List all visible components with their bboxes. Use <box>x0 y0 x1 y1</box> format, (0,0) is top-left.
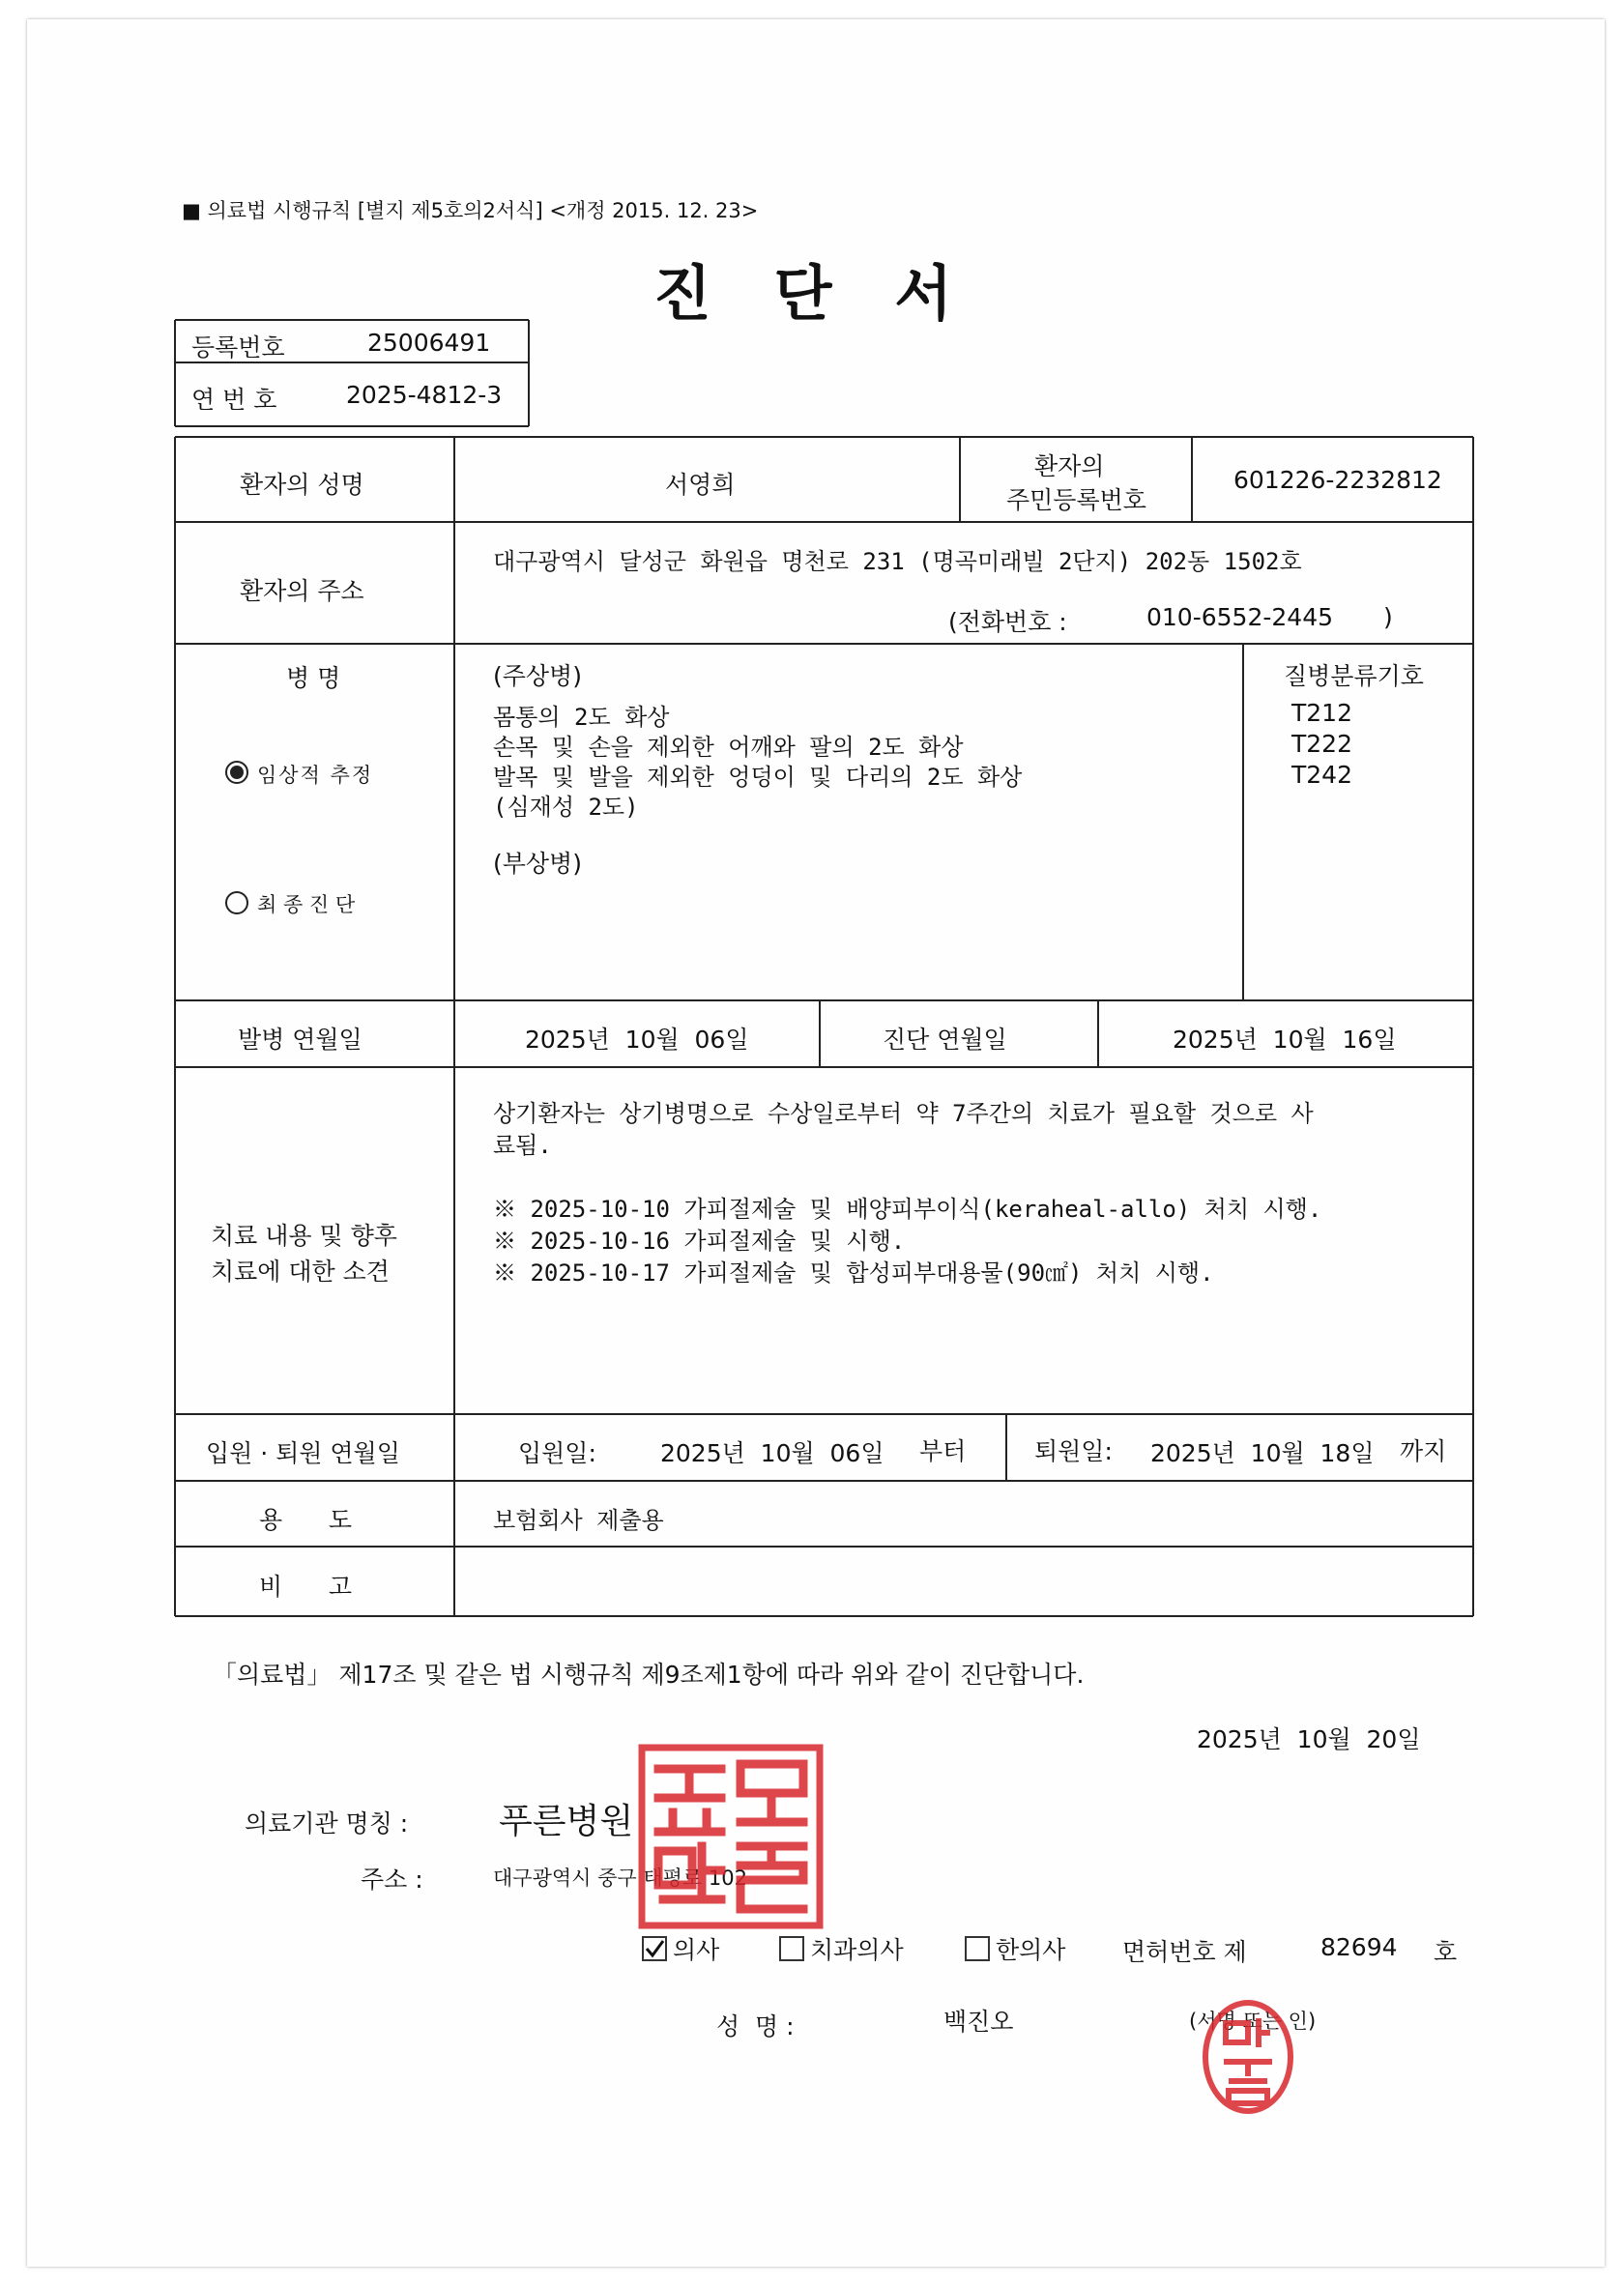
main-disease-line-2: 손목 및 손을 제외한 어깨와 팔의 2도 화상 <box>493 734 964 761</box>
license-number: 82694 <box>1320 1933 1398 1961</box>
hospital-seal <box>634 1740 827 1937</box>
discharge-until: 까지 <box>1400 1437 1447 1465</box>
main-disease-label: (주상병) <box>493 662 582 690</box>
discharge-label: 퇴원일: <box>1034 1437 1113 1465</box>
purpose-label: 용 도 <box>259 1506 352 1534</box>
diagnosis-label: 병 명 <box>286 664 341 692</box>
license-label: 면허번호 제 <box>1122 1938 1247 1966</box>
admission-label: 입원 · 퇴원 연월일 <box>206 1439 400 1467</box>
admission-from: 부터 <box>919 1437 967 1465</box>
disease-code-header: 질병분류기호 <box>1284 662 1424 690</box>
treatment-item-1: ※ 2025-10-10 가피절제술 및 배양피부이식(keraheal-allo) 처치 시행. <box>493 1196 1322 1223</box>
doctor-name-label: 성 명 : <box>716 2012 795 2040</box>
patient-phone-value: 010-6552-2445 <box>1146 603 1334 631</box>
admission-in-date: 2025년 10월 06일 <box>660 1439 884 1467</box>
license-suffix: 호 <box>1434 1938 1458 1966</box>
admission-in-label: 입원일: <box>518 1439 596 1467</box>
treatment-label-line1: 치료 내용 및 향후 <box>211 1222 397 1250</box>
diagnosis-date-value: 2025년 10월 16일 <box>1173 1026 1397 1054</box>
disease-code-2: T222 <box>1291 730 1352 758</box>
treatment-label-line2: 치료에 대한 소견 <box>211 1258 390 1286</box>
diagnosis-date-label: 진단 연월일 <box>883 1026 1007 1054</box>
treatment-item-3: ※ 2025-10-17 가피절제술 및 합성피부대용물(90㎠) 처치 시행. <box>493 1259 1214 1287</box>
main-disease-line-1: 몸통의 2도 화상 <box>493 704 670 731</box>
final-diagnosis-label: 최 종 진 단 <box>257 893 356 916</box>
onset-date-label: 발병 연월일 <box>238 1026 362 1054</box>
purpose-value: 보험회사 제출용 <box>493 1507 664 1534</box>
patient-rrn-label-line2: 주민등록번호 <box>1006 486 1146 514</box>
doctor-checkbox-checked[interactable] <box>642 1936 667 1961</box>
doctor-type-oriental-label: 한의사 <box>996 1936 1066 1964</box>
registration-number-label: 등록번호 <box>191 333 285 362</box>
patient-rrn-label-line1: 환자의 <box>1034 452 1105 480</box>
final-diagnosis-radio[interactable] <box>223 889 250 920</box>
patient-name-label: 환자의 성명 <box>240 471 364 499</box>
institution-address: 대구광역시 중구 태평로 102 <box>493 1866 747 1890</box>
patient-rrn-value: 601226-2232812 <box>1233 466 1442 494</box>
diagnosis-certificate-page <box>27 19 1605 2267</box>
doctor-type-dentist-label: 치과의사 <box>810 1936 904 1964</box>
main-disease-line-3: 발목 및 발을 제외한 엉덩이 및 다리의 2도 화상 <box>493 764 1023 791</box>
oriental-checkbox[interactable] <box>965 1936 990 1961</box>
legal-statement: 「의료법」 제17조 및 같은 법 시행규칙 제9조제1항에 따라 위와 같이 진단합니다. <box>213 1661 1085 1689</box>
disease-code-1: T212 <box>1291 699 1352 727</box>
disease-code-3: T242 <box>1291 761 1352 789</box>
serial-number-value: 2025-4812-3 <box>346 381 503 409</box>
doctor-type-oriental[interactable] <box>965 1931 1065 1966</box>
institution-name-label: 의료기관 명칭 : <box>245 1809 409 1837</box>
issue-date: 2025년 10월 20일 <box>1197 1725 1421 1753</box>
patient-address-value: 대구광역시 달성군 화원읍 명천로 231 (명곡미래빌 2단지) 202동 1502호 <box>493 548 1302 575</box>
serial-number-label: 연 번 호 <box>191 386 277 414</box>
discharge-date: 2025년 10월 18일 <box>1150 1439 1375 1467</box>
clinical-estimate-label: 임상적 추정 <box>257 764 374 787</box>
doctor-type-doctor-label: 의사 <box>673 1936 720 1964</box>
doctor-seal <box>1195 1989 1301 2128</box>
registration-number-value: 25006491 <box>367 329 491 357</box>
form-header: ■ 의료법 시행규칙 [별지 제5호의2서식] <개정 2015. 12. 23> <box>182 199 759 222</box>
signature-note: (서명 또는 인) <box>1189 2010 1317 2033</box>
patient-name-value: 서영희 <box>665 471 736 499</box>
patient-address-label: 환자의 주소 <box>240 577 364 605</box>
page-title: 진 단 서 <box>653 258 953 329</box>
dentist-checkbox[interactable] <box>779 1936 804 1961</box>
treatment-item-2: ※ 2025-10-16 가피절제술 및 시행. <box>493 1228 906 1255</box>
patient-phone-close: ) <box>1383 603 1393 631</box>
doctor-name: 백진오 <box>943 2008 1014 2036</box>
onset-date-value: 2025년 10월 06일 <box>525 1026 749 1054</box>
main-disease-line-4: (심재성 2도) <box>493 794 639 821</box>
remarks-label: 비 고 <box>259 1573 352 1601</box>
treatment-opinion-line1: 상기환자는 상기병명으로 수상일로부터 약 7주간의 치료가 필요할 것으로 사 <box>493 1100 1314 1127</box>
treatment-opinion-line2: 료됨. <box>493 1132 552 1159</box>
clinical-estimate-radio[interactable] <box>223 759 250 790</box>
institution-address-label: 주소 : <box>361 1866 423 1894</box>
institution-name: 푸른병원 <box>499 1802 634 1841</box>
sub-disease-label: (부상병) <box>493 850 582 878</box>
patient-phone-label: (전화번호 : <box>948 608 1067 636</box>
